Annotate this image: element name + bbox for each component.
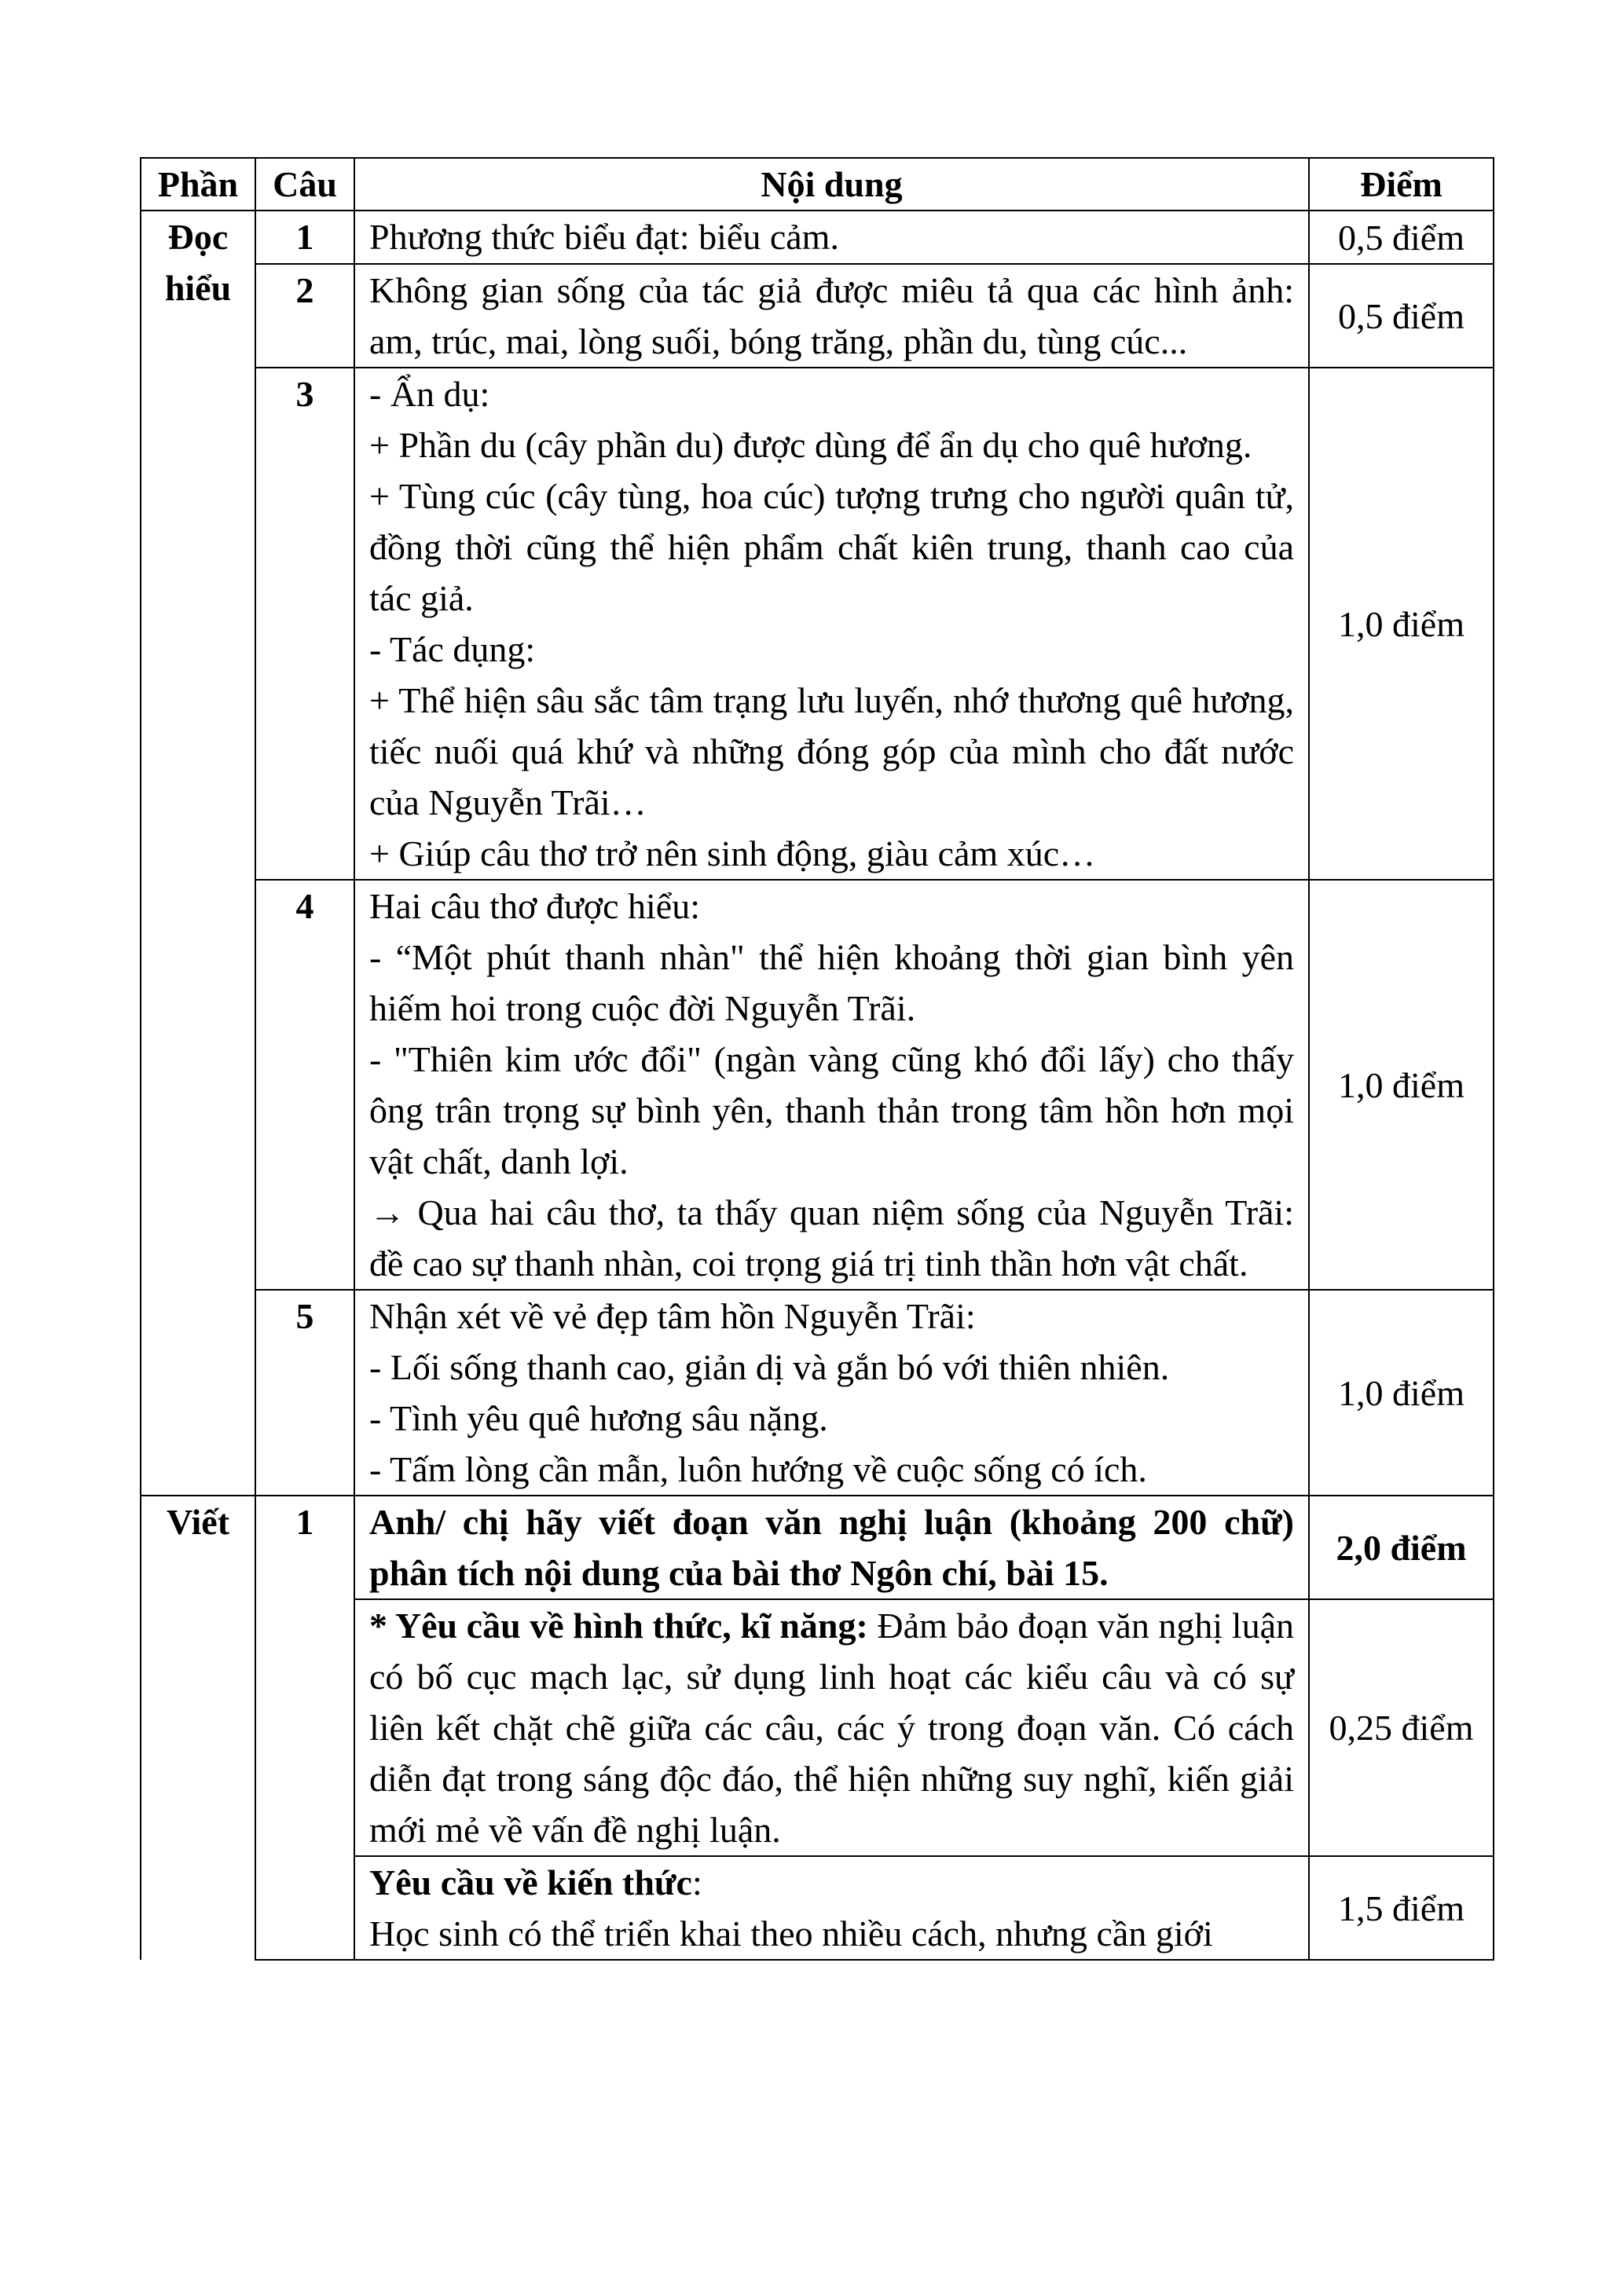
answer-line: + Thể hiện sâu sắc tâm trạng lưu luyến, nhớ thương quê hương, tiếc nuối quá khứ và những đóng góp của mình cho đất nước của Nguyễn Trãi… (369, 680, 1294, 822)
writing-prompt (354, 1496, 1309, 1599)
section-label: Đọc hiểu (164, 217, 232, 308)
prompt-text: Anh/ chị hãy viết đoạn văn nghị luận (khoảng 200 chữ) phân tích nội dung của bài thơ Ngôn chí, bài 15. (369, 1502, 1294, 1593)
colon: : (691, 1862, 702, 1902)
knowledge-text: Học sinh có thể triển khai theo nhiều cách, nhưng cần giới (369, 1913, 1213, 1954)
header-cau: Câu (255, 158, 354, 211)
knowledge-label: Yêu cầu về kiến thức (369, 1862, 692, 1902)
score: 1,5 điểm (1309, 1856, 1494, 1960)
table-row (141, 368, 1494, 880)
answer-line: - "Thiên kim ước đổi" (ngàn vàng cũng khó đổi lấy) cho thấy ông trân trọng sự bình yên, thanh thản trong tâm hồn hơn mọi vật chất, danh lợi. (369, 1039, 1294, 1181)
table-row (141, 1496, 1494, 1599)
answer-line: + Tùng cúc (cây tùng, hoa cúc) tượng trưng cho người quân tử, đồng thời cũng thể hiện phẩm chất kiên trung, thanh cao của tác giả. (369, 476, 1294, 618)
question-number: 4 (255, 880, 354, 1290)
answer-line: - Tấm lòng cần mẫn, luôn hướng về cuộc sống có ích. (369, 1449, 1147, 1489)
table-row (141, 211, 1494, 264)
header-noi-dung: Nội dung (354, 158, 1309, 211)
question-number: 5 (255, 1290, 354, 1496)
table-row (141, 880, 1494, 1290)
answer-line: - Ẩn dụ: (369, 374, 490, 414)
score: 1,0 điểm (1309, 880, 1494, 1290)
answer-line: Nhận xét về vẻ đẹp tâm hồn Nguyễn Trãi: (369, 1296, 976, 1336)
answer-key-table (140, 157, 1494, 1961)
question-number: 1 (255, 1496, 354, 1960)
form-label: * Yêu cầu về hình thức, kĩ năng: (369, 1606, 868, 1646)
table-row (141, 264, 1494, 368)
answer-content (354, 1290, 1309, 1496)
answer-line: - Tình yêu quê hương sâu nặng. (369, 1398, 828, 1438)
score: 0,5 điểm (1309, 211, 1494, 264)
score: 1,0 điểm (1309, 368, 1494, 880)
form-text: Đảm bảo đoạn văn nghị luận có bố cục mạch lạc, sử dụng linh hoạt các kiểu câu và có sự liên kết chặt chẽ giữa các câu, các ý trong đoạn văn. Có cách diễn đạt trong sáng độc đáo, thể hiện những suy nghĩ, kiến giải mới mẻ về vấn đề nghị luận. (369, 1606, 1294, 1850)
score: 1,0 điểm (1309, 1290, 1494, 1496)
question-number: 3 (255, 368, 354, 880)
header-diem: Điểm (1309, 158, 1494, 211)
score: 0,5 điểm (1309, 264, 1494, 368)
question-number: 1 (255, 211, 354, 264)
answer-line: + Giúp câu thơ trở nên sinh động, giàu cảm xúc… (369, 833, 1096, 873)
table-row (141, 1290, 1494, 1496)
answer-line: - “Một phút thanh nhàn" thể hiện khoảng thời gian bình yên hiếm hoi trong cuộc đời Nguyễn Trãi. (369, 937, 1294, 1028)
answer-content (354, 211, 1309, 264)
answer-line: → Qua hai câu thơ, ta thấy quan niệm sống của Nguyễn Trãi: đề cao sự thanh nhàn, coi trọng giá trị tinh thần hơn vật chất. (369, 1192, 1294, 1283)
header-phan: Phần (141, 158, 255, 211)
score: 2,0 điểm (1309, 1496, 1494, 1599)
form-requirements (354, 1599, 1309, 1856)
answer-content (354, 264, 1309, 368)
answer-line: Không gian sống của tác giả được miêu tả qua các hình ảnh: am, trúc, mai, lòng suối, bóng trăng, phần du, tùng cúc... (369, 270, 1294, 361)
answer-line: + Phần du (cây phần du) được dùng để ẩn dụ cho quê hương. (369, 425, 1252, 465)
answer-line: Phương thức biểu đạt: biểu cảm. (369, 217, 839, 257)
question-number: 2 (255, 264, 354, 368)
section-doc-hieu (141, 211, 255, 1496)
answer-line: Hai câu thơ được hiểu: (369, 886, 701, 926)
answer-content (354, 368, 1309, 880)
answer-line: - Tác dụng: (369, 629, 536, 669)
score: 0,25 điểm (1309, 1599, 1494, 1856)
header-row (141, 158, 1494, 211)
answer-content (354, 880, 1309, 1290)
section-viet: Viết (141, 1496, 255, 1960)
answer-line: - Lối sống thanh cao, giản dị và gắn bó với thiên nhiên. (369, 1347, 1170, 1387)
knowledge-requirements (354, 1856, 1309, 1960)
